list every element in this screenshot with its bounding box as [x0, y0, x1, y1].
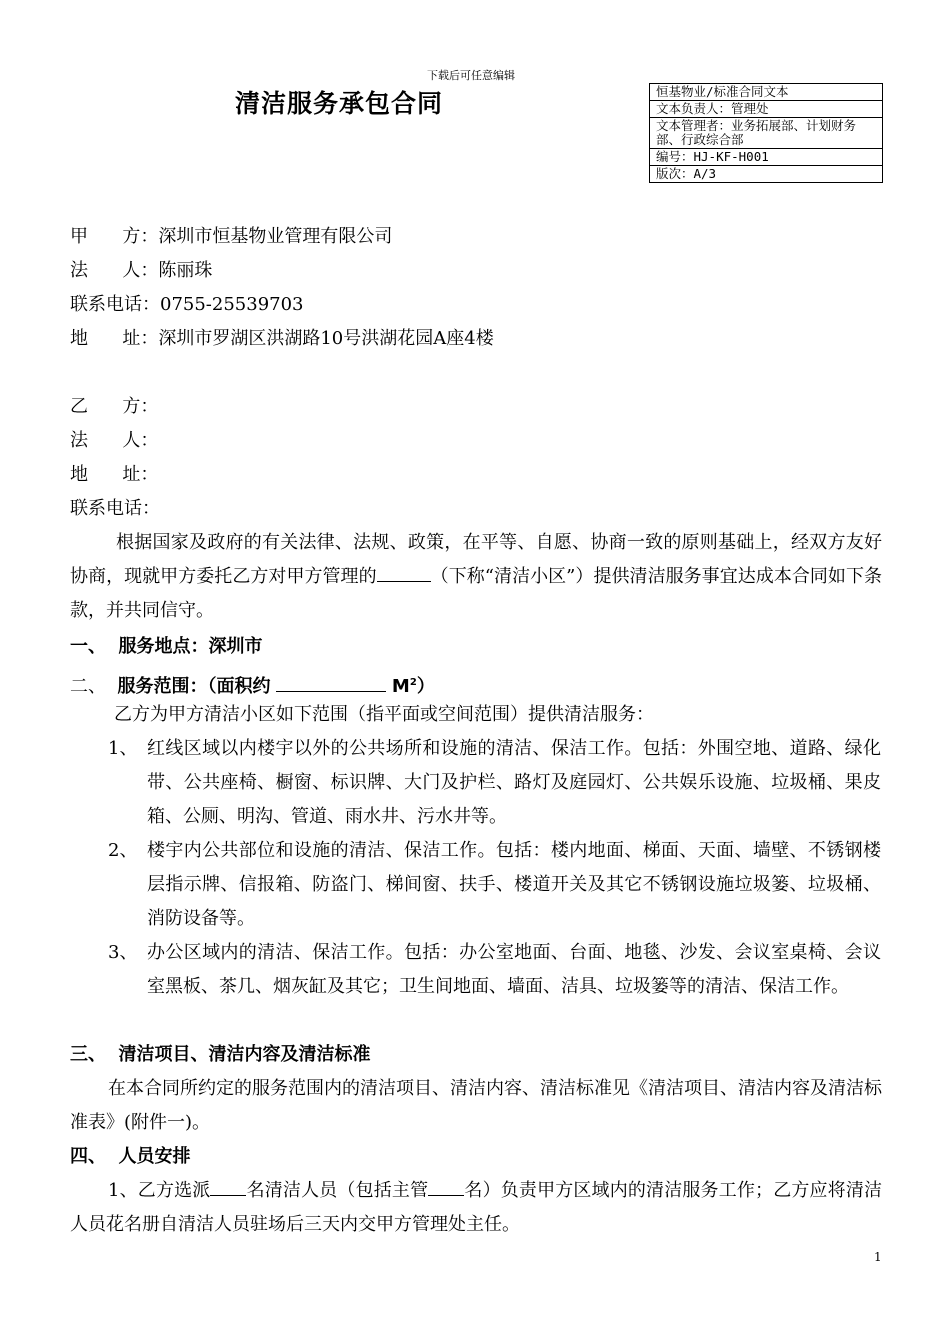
page-number: 1: [874, 1250, 882, 1264]
scope-item-number: 1、: [108, 738, 138, 759]
party-a-legal-person: 法 人：陈丽珠: [70, 260, 213, 281]
party-a-name: 甲 方：深圳市恒基物业管理有限公司: [70, 226, 393, 247]
document-title: 清洁服务承包合同: [235, 89, 444, 118]
party-b-legal-person: 法 人：: [70, 430, 159, 451]
document-meta-table: [649, 83, 883, 183]
party-a-address: 地 址：深圳市罗湖区洪湖路10号洪湖花园A座4楼: [70, 328, 494, 349]
staff-count-blank: [210, 1175, 246, 1196]
header-note: 下载后可任意编辑: [427, 69, 515, 82]
meta-row: 恒基物业/标准合同文本: [650, 84, 883, 101]
scope-item-text: 红线区域以内楼宇以外的公共场所和设施的清洁、保洁工作。包括：外围空地、道路、绿化带、公共座椅、橱窗、标识牌、大门及护栏、路灯及庭园灯、公共娱乐设施、垃圾桶、果皮箱、公厕、明沟、管道、雨水井、污水井等。: [147, 738, 881, 827]
scope-item-number: 2、: [108, 840, 138, 861]
section-1-heading: 一、 服务地点：深圳市: [70, 636, 263, 657]
blank-underline: [377, 561, 431, 582]
preamble-paragraph: 根据国家及政府的有关法律、法规、政策，在平等、自愿、协商一致的原则基础上，经双方友好协商，现就甲方委托乙方对甲方管理的 （下称“清洁小区”）提供清洁服务事宜达成本合同如下条款，并共同信守。: [70, 532, 883, 621]
scope-item-number: 3、: [108, 942, 138, 963]
section-2-heading: 二、 服务范围：（面积约 $M^2$）: [70, 671, 435, 697]
meta-row: 文本管理者：业务拓展部、计划财务部、行政综合部: [650, 118, 883, 149]
section-4-heading: 四、 人员安排: [70, 1146, 191, 1167]
meta-row: 文本负责人：管理处: [650, 101, 883, 118]
party-b-address: 地 址：: [70, 464, 159, 485]
section-3-body: 在本合同所约定的服务范围内的清洁项目、清洁内容、清洁标准见《清洁项目、清洁内容及清洁标准表》(附件一)。: [70, 1078, 882, 1133]
party-b-phone: 联系电话：: [70, 498, 160, 519]
party-b-name: 乙 方：: [70, 396, 159, 417]
meta-row: 编号：HJ-KF-H001: [650, 149, 883, 166]
scope-item-text: 办公区域内的清洁、保洁工作。包括：办公室地面、台面、地毯、沙发、会议室桌椅、会议室黑板、茶几、烟灰缸及其它；卫生间地面、墙面、洁具、垃圾篓等的清洁、保洁工作。: [147, 942, 881, 997]
supervisor-count-blank: [428, 1175, 464, 1196]
area-blank-underline: [276, 671, 386, 692]
scope-item-text: 楼宇内公共部位和设施的清洁、保洁工作。包括：楼内地面、梯面、天面、墙壁、不锈钢楼层指示牌、信报箱、防盗门、梯间窗、扶手、楼道开关及其它不锈钢设施垃圾篓、垃圾桶、消防设备等。: [147, 840, 881, 929]
meta-row: 版次：A/3: [650, 166, 883, 183]
section-2-intro: 乙方为甲方清洁小区如下范围（指平面或空间范围）提供清洁服务：: [114, 704, 654, 725]
section-4-body: 1、乙方选派 名清洁人员（包括主管 名）负责甲方区域内的清洁服务工作；乙方应将清洁人员花名册自清洁人员驻场后三天内交甲方管理处主任。: [70, 1174, 882, 1242]
section-3-heading: 三、 清洁项目、清洁内容及清洁标准: [70, 1044, 371, 1065]
party-a-phone: 联系电话：0755-25539703: [70, 294, 304, 315]
